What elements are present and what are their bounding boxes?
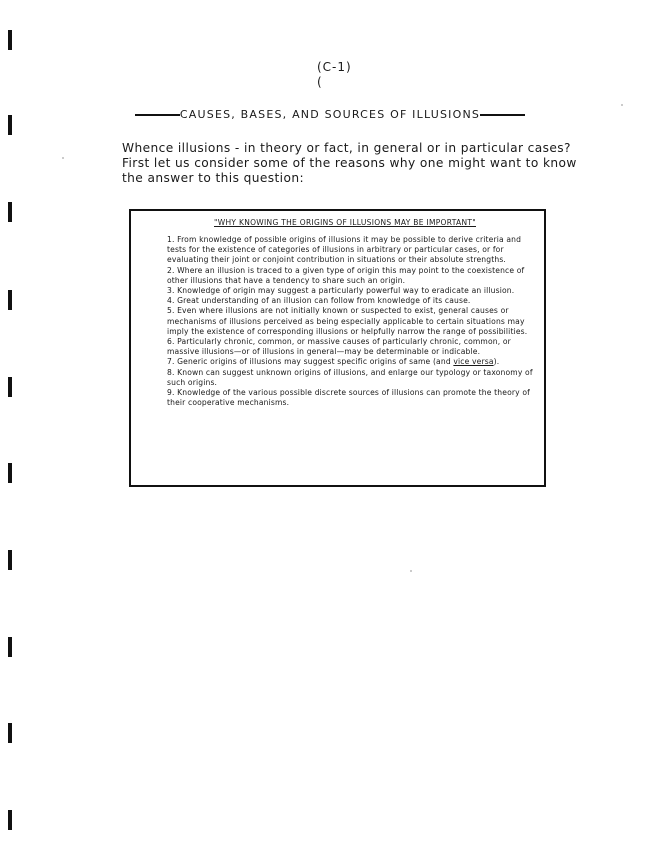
list-item [153,357,537,367]
list-item: 2. Where an illusion is traced to a given type of origin this may point to the coexistence of other illusions that have a tendency to share such an origin. [167,265,525,285]
list-item: 6. Particularly chronic, common, or massive causes of particularly chronic, common, or massive illusions—or of illusions in general—may be determinable or indicable. [167,337,511,357]
origins-box [129,209,546,487]
heading-text: CAUSES, BASES, AND SOURCES OF ILLUSIONS [179,108,481,121]
binder-punch-mark [8,30,12,50]
list-item: 1. From knowledge of possible origins of illusions it may be possible to derive criteria and tests for the existence of categories of illusions in arbitrary or particular cases, or for evaluating their joint or conjoint contribution in situations or their absolute strengths. [167,235,522,265]
binder-punch-mark [8,202,12,222]
reasons-list [153,235,537,408]
page-identifier: (C-1) ( [317,60,352,89]
heading-rule-right [480,114,525,116]
list-item-text: 7. Generic origins of illusions may suggest specific origins of same (and [167,357,454,367]
scan-speck [621,104,623,106]
heading-rule-left [135,114,180,116]
list-item-text-end: ). [493,357,500,367]
intro-text [102,141,577,186]
binder-punch-mark [8,550,12,570]
intro-paragraph-2: First let us consider some of the reasons why one might want to know the answer to this question: [122,156,577,185]
binder-punch-mark [8,290,12,310]
list-item: 3. Knowledge of origin may suggest a particularly powerful way to eradicate an illusion. [167,286,515,296]
list-item: 4. Great understanding of an illusion can follow from knowledge of its cause. [167,296,471,306]
binder-punch-mark [8,115,12,135]
binder-punch-mark [8,377,12,397]
list-item: 9. Knowledge of the various possible discrete sources of illusions can promote the theory of their cooperative mechanisms. [167,388,530,408]
section-heading [135,108,525,121]
scan-speck [62,157,64,159]
box-title: "WHY KNOWING THE ORIGINS OF ILLUSIONS MAY BE IMPORTANT" [214,218,476,227]
intro-paragraph-1: Whence illusions - in theory or fact, in general or in particular cases? [122,141,571,155]
binder-punch-mark [8,463,12,483]
list-item: 8. Known can suggest unknown origins of illusions, and enlarge our typology or taxonomy of such origins. [167,367,533,387]
binder-punch-mark [8,810,12,830]
scan-speck [410,570,412,572]
underlined-phrase: vice versa [453,357,494,367]
binder-punch-mark [8,637,12,657]
binder-punch-mark [8,723,12,743]
list-item: 5. Even where illusions are not initially known or suspected to exist, general causes or mechanisms of illusions perceived as being especially applicable to certain situations may imply the existence of corresponding illusions or helpfully narrow the range of possibilities. [167,306,528,336]
